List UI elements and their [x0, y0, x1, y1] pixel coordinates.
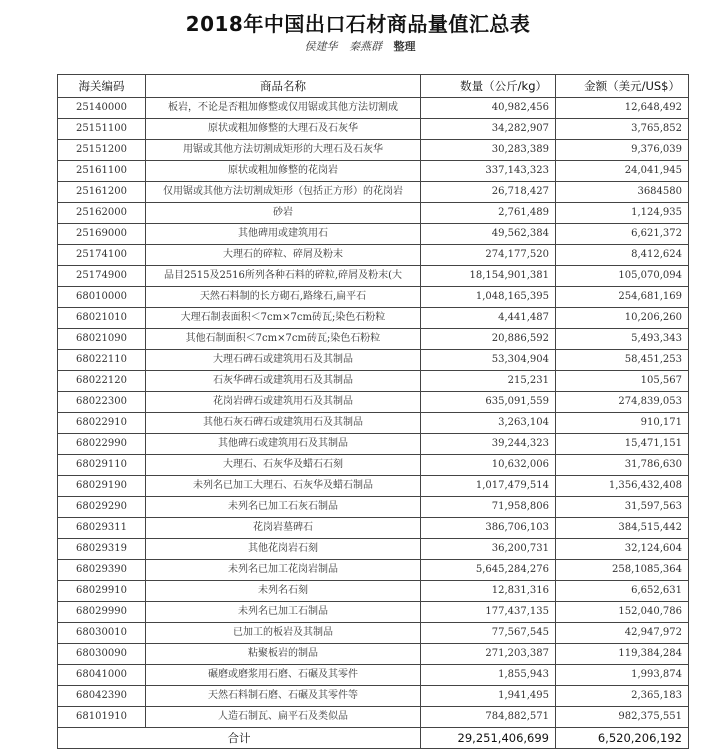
quantity-cell: 1,941,495 [421, 686, 556, 707]
table-header-row [58, 75, 689, 98]
table-row [58, 665, 689, 686]
product-name-cell: 大理石制表面积＜7cm×7cm砖瓦;染色石粉粒 [146, 308, 421, 329]
quantity-cell: 177,437,135 [421, 602, 556, 623]
product-name-cell: 仅用锯或其他方法切割成矩形（包括正方形）的花岗岩 [146, 182, 421, 203]
product-name-cell: 已加工的板岩及其制品 [146, 623, 421, 644]
quantity-cell: 18,154,901,381 [421, 266, 556, 287]
hs-code-cell: 68042390 [58, 686, 146, 707]
table-row [58, 350, 689, 371]
table-row [58, 602, 689, 623]
amount-cell: 258,1085,364 [556, 560, 689, 581]
table-row [58, 392, 689, 413]
hs-code-cell: 68029190 [58, 476, 146, 497]
product-name-cell: 原状或粗加修整的花岗岩 [146, 161, 421, 182]
hs-code-cell: 25161100 [58, 161, 146, 182]
quantity-cell: 271,203,387 [421, 644, 556, 665]
amount-cell: 12,648,492 [556, 98, 689, 119]
quantity-cell: 337,143,323 [421, 161, 556, 182]
quantity-cell: 1,017,479,514 [421, 476, 556, 497]
table-row [58, 266, 689, 287]
amount-cell: 105,070,094 [556, 266, 689, 287]
quantity-cell: 635,091,559 [421, 392, 556, 413]
table-row [58, 623, 689, 644]
table-row [58, 224, 689, 245]
table-row [58, 581, 689, 602]
table-row [58, 308, 689, 329]
product-name-cell: 砂岩 [146, 203, 421, 224]
table-row [58, 476, 689, 497]
table-row [58, 371, 689, 392]
total-row [58, 728, 689, 749]
table-row [58, 245, 689, 266]
hs-code-cell: 68041000 [58, 665, 146, 686]
amount-cell: 15,471,151 [556, 434, 689, 455]
amount-cell: 384,515,442 [556, 518, 689, 539]
product-name-cell: 其他石制面积＜7cm×7cm砖瓦;染色石粉粒 [146, 329, 421, 350]
header-quantity: 数量（公斤/kg） [421, 75, 556, 98]
quantity-cell: 30,283,389 [421, 140, 556, 161]
product-name-cell: 原状或粗加修整的大理石及石灰华 [146, 119, 421, 140]
hs-code-cell: 68022120 [58, 371, 146, 392]
table-row [58, 707, 689, 728]
hs-code-cell: 68029311 [58, 518, 146, 539]
product-name-cell: 板岩，不论是否粗加修整或仅用锯或其他方法切割成 [146, 98, 421, 119]
table-row [58, 329, 689, 350]
product-name-cell: 其他碑石或建筑用石及其制品 [146, 434, 421, 455]
product-name-cell: 其他花岗岩石刻 [146, 539, 421, 560]
amount-cell: 2,365,183 [556, 686, 689, 707]
product-name-cell: 花岗岩碑石或建筑用石及其制品 [146, 392, 421, 413]
table-row [58, 497, 689, 518]
table-row [58, 161, 689, 182]
product-name-cell: 花岗岩墓碑石 [146, 518, 421, 539]
hs-code-cell: 68029990 [58, 602, 146, 623]
hs-code-cell: 68022300 [58, 392, 146, 413]
amount-cell: 1,356,432,408 [556, 476, 689, 497]
header-name: 商品名称 [146, 75, 421, 98]
author-name: 秦燕群 [349, 40, 382, 53]
document-title: 2018年中国出口石材商品量值汇总表 [185, 12, 531, 36]
author-name: 侯建华 [304, 40, 338, 53]
quantity-cell: 1,048,165,395 [421, 287, 556, 308]
table-row [58, 455, 689, 476]
amount-cell: 9,376,039 [556, 140, 689, 161]
hs-code-cell: 68029390 [58, 560, 146, 581]
header-amount: 金额（美元/US$） [556, 75, 689, 98]
amount-cell: 8,412,624 [556, 245, 689, 266]
product-name-cell: 未列名石刻 [146, 581, 421, 602]
product-name-cell: 未列名已加工花岗岩制品 [146, 560, 421, 581]
product-name-cell: 用锯或其他方法切割成矩形的大理石及石灰华 [146, 140, 421, 161]
total-label: 合计 [58, 728, 421, 749]
amount-cell: 31,597,563 [556, 497, 689, 518]
hs-code-cell: 68021090 [58, 329, 146, 350]
quantity-cell: 386,706,103 [421, 518, 556, 539]
hs-code-cell: 68101910 [58, 707, 146, 728]
amount-cell: 3,765,852 [556, 119, 689, 140]
table-row [58, 287, 689, 308]
quantity-cell: 26,718,427 [421, 182, 556, 203]
quantity-cell: 5,645,284,276 [421, 560, 556, 581]
table-row [58, 413, 689, 434]
table-row [58, 518, 689, 539]
hs-code-cell: 68029910 [58, 581, 146, 602]
product-name-cell: 大理石碑石或建筑用石及其制品 [146, 350, 421, 371]
quantity-cell: 215,231 [421, 371, 556, 392]
hs-code-cell: 68022990 [58, 434, 146, 455]
hs-code-cell: 25174100 [58, 245, 146, 266]
product-name-cell: 天然石料制的长方砌石,路缘石,扁平石 [146, 287, 421, 308]
table-row [58, 434, 689, 455]
product-name-cell: 未列名已加工石灰石制品 [146, 497, 421, 518]
table-row [58, 140, 689, 161]
quantity-cell: 20,886,592 [421, 329, 556, 350]
amount-cell: 6,621,372 [556, 224, 689, 245]
product-name-cell: 石灰华碑石或建筑用石及其制品 [146, 371, 421, 392]
amount-cell: 105,567 [556, 371, 689, 392]
hs-code-cell: 68021010 [58, 308, 146, 329]
table-row [58, 203, 689, 224]
quantity-cell: 36,200,731 [421, 539, 556, 560]
product-name-cell: 天然石料制石磨、石碾及其零件等 [146, 686, 421, 707]
quantity-cell: 39,244,323 [421, 434, 556, 455]
amount-cell: 24,041,945 [556, 161, 689, 182]
hs-code-cell: 25140000 [58, 98, 146, 119]
quantity-cell: 2,761,489 [421, 203, 556, 224]
header-code: 海关编码 [58, 75, 146, 98]
table-row [58, 686, 689, 707]
table-row [58, 539, 689, 560]
table-row [58, 119, 689, 140]
amount-cell: 10,206,260 [556, 308, 689, 329]
hs-code-cell: 68029290 [58, 497, 146, 518]
quantity-cell: 10,632,006 [421, 455, 556, 476]
hs-code-cell: 68029110 [58, 455, 146, 476]
amount-cell: 152,040,786 [556, 602, 689, 623]
amount-cell: 58,451,253 [556, 350, 689, 371]
amount-cell: 1,993,874 [556, 665, 689, 686]
product-name-cell: 人造石制瓦、扁平石及类似品 [146, 707, 421, 728]
hs-code-cell: 68029319 [58, 539, 146, 560]
hs-code-cell: 25151200 [58, 140, 146, 161]
product-name-cell: 大理石、石灰华及蜡石石刻 [146, 455, 421, 476]
hs-code-cell: 68030010 [58, 623, 146, 644]
total-quantity: 29,251,406,699 [421, 728, 556, 749]
amount-cell: 42,947,972 [556, 623, 689, 644]
hs-code-cell: 68030090 [58, 644, 146, 665]
table-row [58, 644, 689, 665]
hs-code-cell: 68022910 [58, 413, 146, 434]
hs-code-cell: 25151100 [58, 119, 146, 140]
product-name-cell: 品目2515及2516所列各种石料的碎粒,碎屑及粉末(大 [146, 266, 421, 287]
total-amount: 6,520,206,192 [556, 728, 689, 749]
hs-code-cell: 68010000 [58, 287, 146, 308]
quantity-cell: 4,441,487 [421, 308, 556, 329]
quantity-cell: 3,263,104 [421, 413, 556, 434]
amount-cell: 5,493,343 [556, 329, 689, 350]
author-role: 整理 [393, 40, 416, 53]
table-row [58, 182, 689, 203]
product-name-cell: 未列名已加工石制品 [146, 602, 421, 623]
product-name-cell: 粘聚板岩的制品 [146, 644, 421, 665]
export-summary-table [57, 74, 689, 749]
product-name-cell: 其他石灰石碑石或建筑用石及其制品 [146, 413, 421, 434]
quantity-cell: 784,882,571 [421, 707, 556, 728]
amount-cell: 32,124,604 [556, 539, 689, 560]
hs-code-cell: 25174900 [58, 266, 146, 287]
hs-code-cell: 25161200 [58, 182, 146, 203]
product-name-cell: 大理石的碎粒、碎屑及粉末 [146, 245, 421, 266]
quantity-cell: 40,982,456 [421, 98, 556, 119]
amount-cell: 982,375,551 [556, 707, 689, 728]
quantity-cell: 53,304,904 [421, 350, 556, 371]
amount-cell: 1,124,935 [556, 203, 689, 224]
product-name-cell: 其他碑用或建筑用石 [146, 224, 421, 245]
table-body [58, 98, 689, 728]
table-row [58, 98, 689, 119]
product-name-cell: 碾磨或磨浆用石磨、石碾及其零件 [146, 665, 421, 686]
author-line [0, 38, 716, 54]
quantity-cell: 274,177,520 [421, 245, 556, 266]
amount-cell: 119,384,284 [556, 644, 689, 665]
quantity-cell: 34,282,907 [421, 119, 556, 140]
quantity-cell: 1,855,943 [421, 665, 556, 686]
amount-cell: 910,171 [556, 413, 689, 434]
quantity-cell: 71,958,806 [421, 497, 556, 518]
amount-cell: 254,681,169 [556, 287, 689, 308]
quantity-cell: 77,567,545 [421, 623, 556, 644]
product-name-cell: 未列名已加工大理石、石灰华及蜡石制品 [146, 476, 421, 497]
amount-cell: 6,652,631 [556, 581, 689, 602]
quantity-cell: 49,562,384 [421, 224, 556, 245]
amount-cell: 31,786,630 [556, 455, 689, 476]
hs-code-cell: 25169000 [58, 224, 146, 245]
amount-cell: 3684580 [556, 182, 689, 203]
table-row [58, 560, 689, 581]
hs-code-cell: 68022110 [58, 350, 146, 371]
hs-code-cell: 25162000 [58, 203, 146, 224]
quantity-cell: 12,831,316 [421, 581, 556, 602]
amount-cell: 274,839,053 [556, 392, 689, 413]
